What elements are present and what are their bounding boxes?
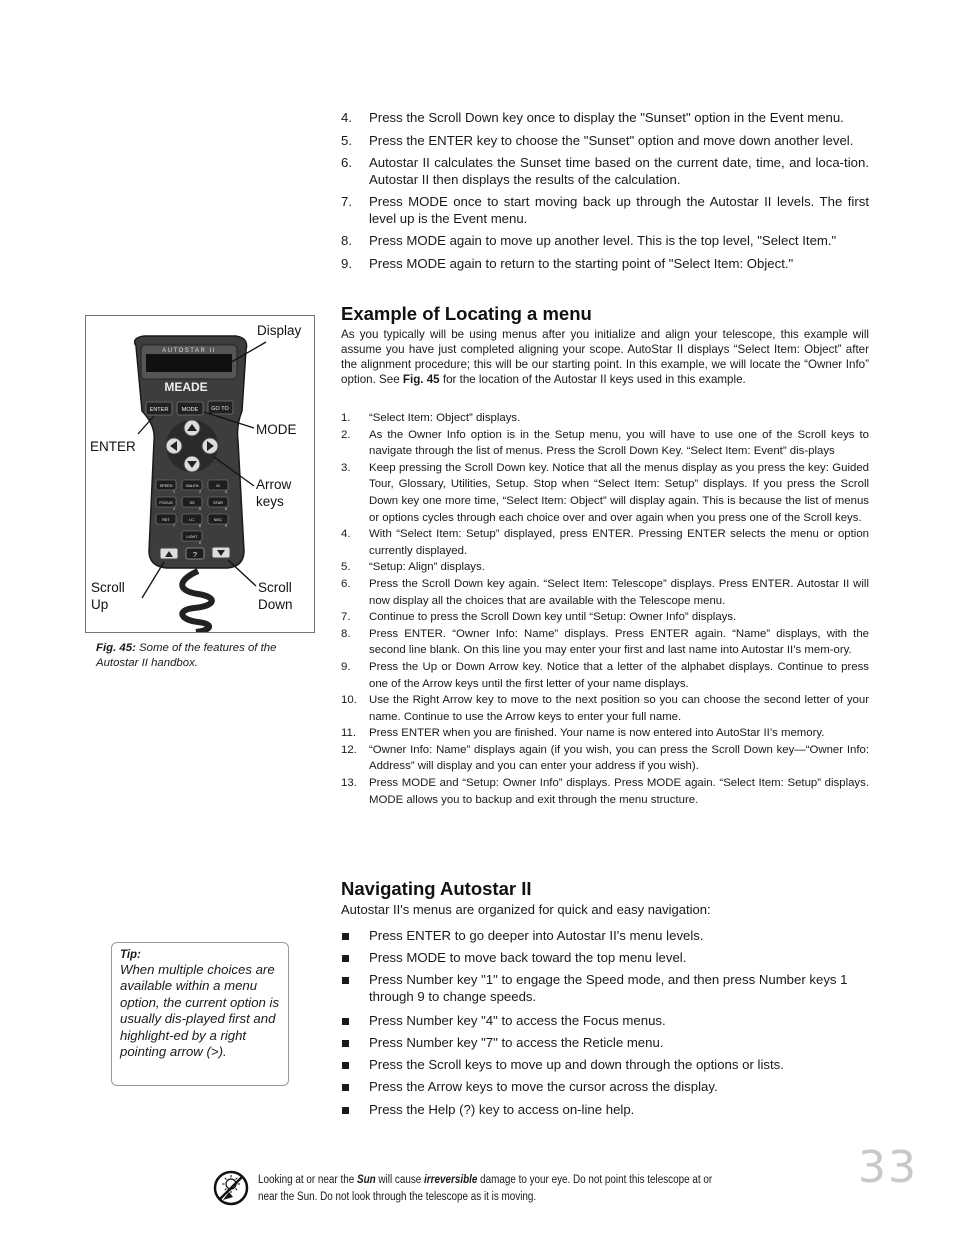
item-text: Press ENTER. “Owner Info: Name” displays. Press ENTER again. “Name” displays, with the second line blank. On this line you may enter your first and last name into Autostar II’s mem-ory. (369, 627, 869, 657)
item-text: With “Select Item: Setup” displayed, press ENTER. Pressing ENTER selects the menu or option currently displayed. (369, 528, 869, 557)
item-number: 9. (341, 660, 351, 673)
item-number: 1. (341, 412, 351, 424)
bullet-icon (341, 1013, 369, 1030)
bullet-icon (341, 1102, 369, 1119)
item-text: Autostar II calculates the Sunset time based on the current date, time, and loca-tion. Autostar II then displays the results of the calculation. (369, 155, 869, 187)
list-item (341, 626, 869, 659)
scroll-up-pointer-line (142, 562, 164, 598)
label-line: Up (91, 597, 109, 612)
list-item (341, 972, 869, 1005)
item-number: 4. (341, 110, 352, 125)
item-text: Press MODE again to move up another level. This is the top level, "Select Item." (369, 233, 837, 248)
list-item (341, 460, 869, 526)
list-item (341, 256, 869, 273)
item-text: Press the Arrow keys to move the cursor across the display. (369, 1079, 718, 1095)
item-text: Press MODE and “Setup: Owner Info” displays. Press MODE again. “Select Item: Setup” displays. MODE allows you to backup and exit through the menu structure. (369, 777, 869, 806)
warning-emphasis: irreversible (424, 1174, 478, 1186)
item-number: 8. (341, 233, 352, 248)
item-number: 7. (341, 611, 351, 624)
keypad-key-label: FOCUS (159, 501, 173, 505)
list-item (341, 1057, 869, 1074)
item-text: Use the Right Arrow key to move to the next position so you can choose the second letter of your name. Continue to use the Arrow keys to enter your full name. (369, 694, 869, 723)
item-number: 7. (341, 194, 352, 209)
sun-warning-text (258, 1172, 722, 1205)
item-number: 2. (341, 428, 351, 441)
bullet-icon (341, 1057, 369, 1074)
navigating-heading: Navigating Autostar II (341, 878, 532, 899)
caption-label: Fig. 45: (96, 642, 136, 654)
keypad-key-label: I.C. (189, 518, 195, 522)
label-line: Scroll (258, 580, 292, 595)
item-text: “Select Item: Object” displays. (369, 412, 521, 424)
item-number: 3. (341, 461, 351, 474)
item-text: Press MODE to move back toward the top menu level. (369, 950, 687, 966)
bullet-icon (341, 1079, 369, 1096)
item-text: Press the ENTER key to choose the "Sunset" option and move down another level. (369, 132, 854, 148)
item-number: 5. (341, 132, 352, 148)
tip-text: When multiple choices are available within a menu option, the current option is usually dis-played first and highlight-ed by a right pointing arrow (>). (120, 962, 280, 1060)
example-step-list (341, 410, 869, 808)
keypad-key-digit: 6 (225, 507, 227, 511)
list-item (341, 233, 869, 250)
label-scroll-up (91, 579, 125, 613)
item-text: As the Owner Info option is in the Setup menu, you will have to use one of the Scroll keys to navigate through the list of menus. Press the Scroll Down Key. “Select Item: Event” dis-plays (369, 428, 869, 458)
keypad-key-digit: 3 (225, 490, 227, 494)
warning-text: will cause (375, 1174, 425, 1186)
keypad-key-label: SPEED (159, 484, 173, 488)
autostar-label: AUTOSTAR II (162, 348, 216, 354)
item-text: “Setup: Align” displays. (369, 561, 485, 574)
keypad-key-digit: 8 (199, 524, 201, 528)
list-item (341, 928, 869, 945)
item-text: Press MODE once to start moving back up through the Autostar II levels. The first level up is the Event menu. (369, 194, 869, 226)
item-number: 12. (341, 743, 357, 756)
meade-logo: MEADE (164, 380, 208, 394)
item-number: 13. (341, 777, 357, 790)
keypad-key-digit: 5 (199, 507, 201, 511)
item-number: 4. (341, 528, 351, 541)
keypad-key-digit: 7 (173, 524, 175, 528)
list-item (341, 427, 869, 460)
top-step-list (341, 110, 869, 278)
keypad-key-label: SS (189, 501, 195, 505)
list-item (341, 725, 869, 742)
label-line: Arrow (256, 477, 292, 492)
keypad-key-label: RET (162, 518, 170, 522)
tip-title: Tip: (120, 949, 141, 961)
item-text: Press Number key "1" to engage the Speed mode, and then press Number keys 1 through 9 to change speeds. (369, 972, 848, 1004)
item-text: Press the Up or Down Arrow key. Notice that a letter of the alphabet displays. Continue to press one of the Arrow keys until the first letter of your name displays. (369, 660, 869, 690)
item-text: Press ENTER when you are finished. Your name is now entered into AutoStar II’s memory. (369, 727, 825, 740)
list-item (341, 950, 869, 967)
list-item (341, 659, 869, 692)
item-number: 9. (341, 255, 352, 271)
keypad-key-label: LIGHT (186, 535, 198, 539)
label-display: Display (257, 323, 302, 338)
label-enter: ENTER (90, 439, 136, 454)
item-text: Press the Scroll keys to move up and down through the options or lists. (369, 1057, 784, 1073)
keypad-key-label: M (216, 484, 220, 488)
item-number: 11. (341, 727, 356, 740)
keypad-key-label: NGC (213, 518, 223, 522)
intro-text: for the location of the Autostar II keys used in this example. (439, 373, 746, 386)
label-line: Scroll (91, 580, 125, 595)
navigating-intro: Autostar II's menus are organized for quick and easy navigation: (341, 902, 711, 917)
navigating-bullet-list (341, 928, 869, 1124)
tip-box (111, 942, 289, 1086)
enter-key-label: ENTER (149, 407, 169, 413)
item-text: Press the Help (?) key to access on-line help. (369, 1101, 635, 1117)
item-text: Press Number key "4" to access the Focus menus. (369, 1013, 666, 1029)
list-item (341, 1035, 869, 1052)
bullet-icon (341, 950, 369, 967)
list-item (341, 692, 869, 725)
keypad-key-digit: 2 (199, 490, 201, 494)
goto-key-label: GO TO (211, 406, 229, 412)
list-item (341, 133, 869, 150)
item-number: 8. (341, 627, 351, 640)
figure-reference: Fig. 45 (402, 373, 440, 386)
lcd-screen (146, 354, 232, 372)
page-number: 33 (858, 1142, 918, 1193)
list-item (341, 1079, 869, 1096)
item-number: 6. (341, 155, 352, 170)
warning-text: Looking at or near the (258, 1174, 357, 1186)
item-text: Continue to press the Scroll Down key until “Setup: Owner Info” displays. (369, 611, 737, 624)
intro-text: As you typically will be using menus after you initialize and align your telescope, this example will assume you have just completed aligning your scope. AutoStar II displays “Select Item: Object” after the alignment procedure; this will be our starting point. In this example, we will locate the “Owner Info” option. See (341, 328, 869, 386)
list-item (341, 110, 869, 127)
list-item (341, 559, 869, 576)
list-item (341, 1013, 869, 1030)
warning-text: damage to your eye. Do not point this telescope at or near the Sun. Do not look through the telescope as it is moving. (258, 1174, 713, 1203)
warning-emphasis: Sun (356, 1174, 376, 1186)
figure-caption (96, 641, 311, 671)
keypad-key-label: GALEN (185, 484, 199, 488)
list-item (341, 155, 869, 188)
example-heading: Example of Locating a menu (341, 303, 592, 324)
item-text: Press Number key "7" to access the Reticle menu. (369, 1035, 664, 1051)
label-mode: MODE (256, 422, 297, 437)
item-text: Press ENTER to go deeper into Autostar II's menu levels. (369, 928, 704, 943)
help-key-label: ? (192, 550, 198, 559)
scroll-down-pointer-line (228, 560, 256, 586)
list-item (341, 410, 869, 427)
caption-text: Some of the features of the Autostar II handbox. (96, 642, 277, 669)
keypad-key-digit: 0 (199, 541, 201, 545)
sun-warning-icon (213, 1170, 249, 1206)
example-intro (341, 327, 869, 387)
list-item (341, 609, 869, 626)
keypad-key-digit: 1 (173, 490, 175, 494)
item-text: “Owner Info: Name” displays again (if you wish, you can press the Scroll Down key—“Owner Info: Address” will display and you can enter your address if you wish). (369, 743, 869, 773)
label-arrow-keys (256, 476, 291, 510)
mode-key-label: MODE (181, 407, 199, 413)
item-number: 10. (341, 694, 357, 707)
list-item (341, 194, 869, 227)
bullet-icon (341, 972, 369, 1005)
coiled-cord (182, 571, 212, 632)
label-scroll-down (258, 579, 293, 613)
item-text: Press the Scroll Down key once to display the "Sunset" option in the Event menu. (369, 110, 844, 125)
keypad-key-digit: 9 (225, 524, 227, 528)
label-line: Down (258, 597, 293, 612)
item-number: 5. (341, 561, 351, 574)
bullet-icon (341, 928, 369, 945)
list-item (341, 576, 869, 609)
label-line: keys (256, 494, 284, 509)
keypad-key-digit: 4 (173, 507, 175, 511)
item-number: 6. (341, 577, 351, 590)
item-text: Keep pressing the Scroll Down key. Notice that all the menus display as you press the key: Guided Tour, Glossary, Utilities, Setup. Stop when “Select Item: Setup” displays. If you press the Scroll Down key one more time, “Select Item: Object” will display again. This is because the list of menus or options cycles through each choice over and over again when you press one of the Scroll keys. (369, 461, 869, 524)
list-item (341, 526, 869, 559)
item-text: Press the Scroll Down key again. “Select Item: Telescope” displays. Press ENTER. Autostar II will now display all the choices that are available with the Telescope menu. (369, 577, 869, 607)
list-item (341, 1102, 869, 1119)
list-item (341, 742, 869, 775)
list-item (341, 775, 869, 808)
item-text: Press MODE again to return to the starting point of "Select Item: Object." (369, 255, 794, 271)
keypad-key-label: STAR (213, 501, 223, 505)
bullet-icon (341, 1035, 369, 1052)
